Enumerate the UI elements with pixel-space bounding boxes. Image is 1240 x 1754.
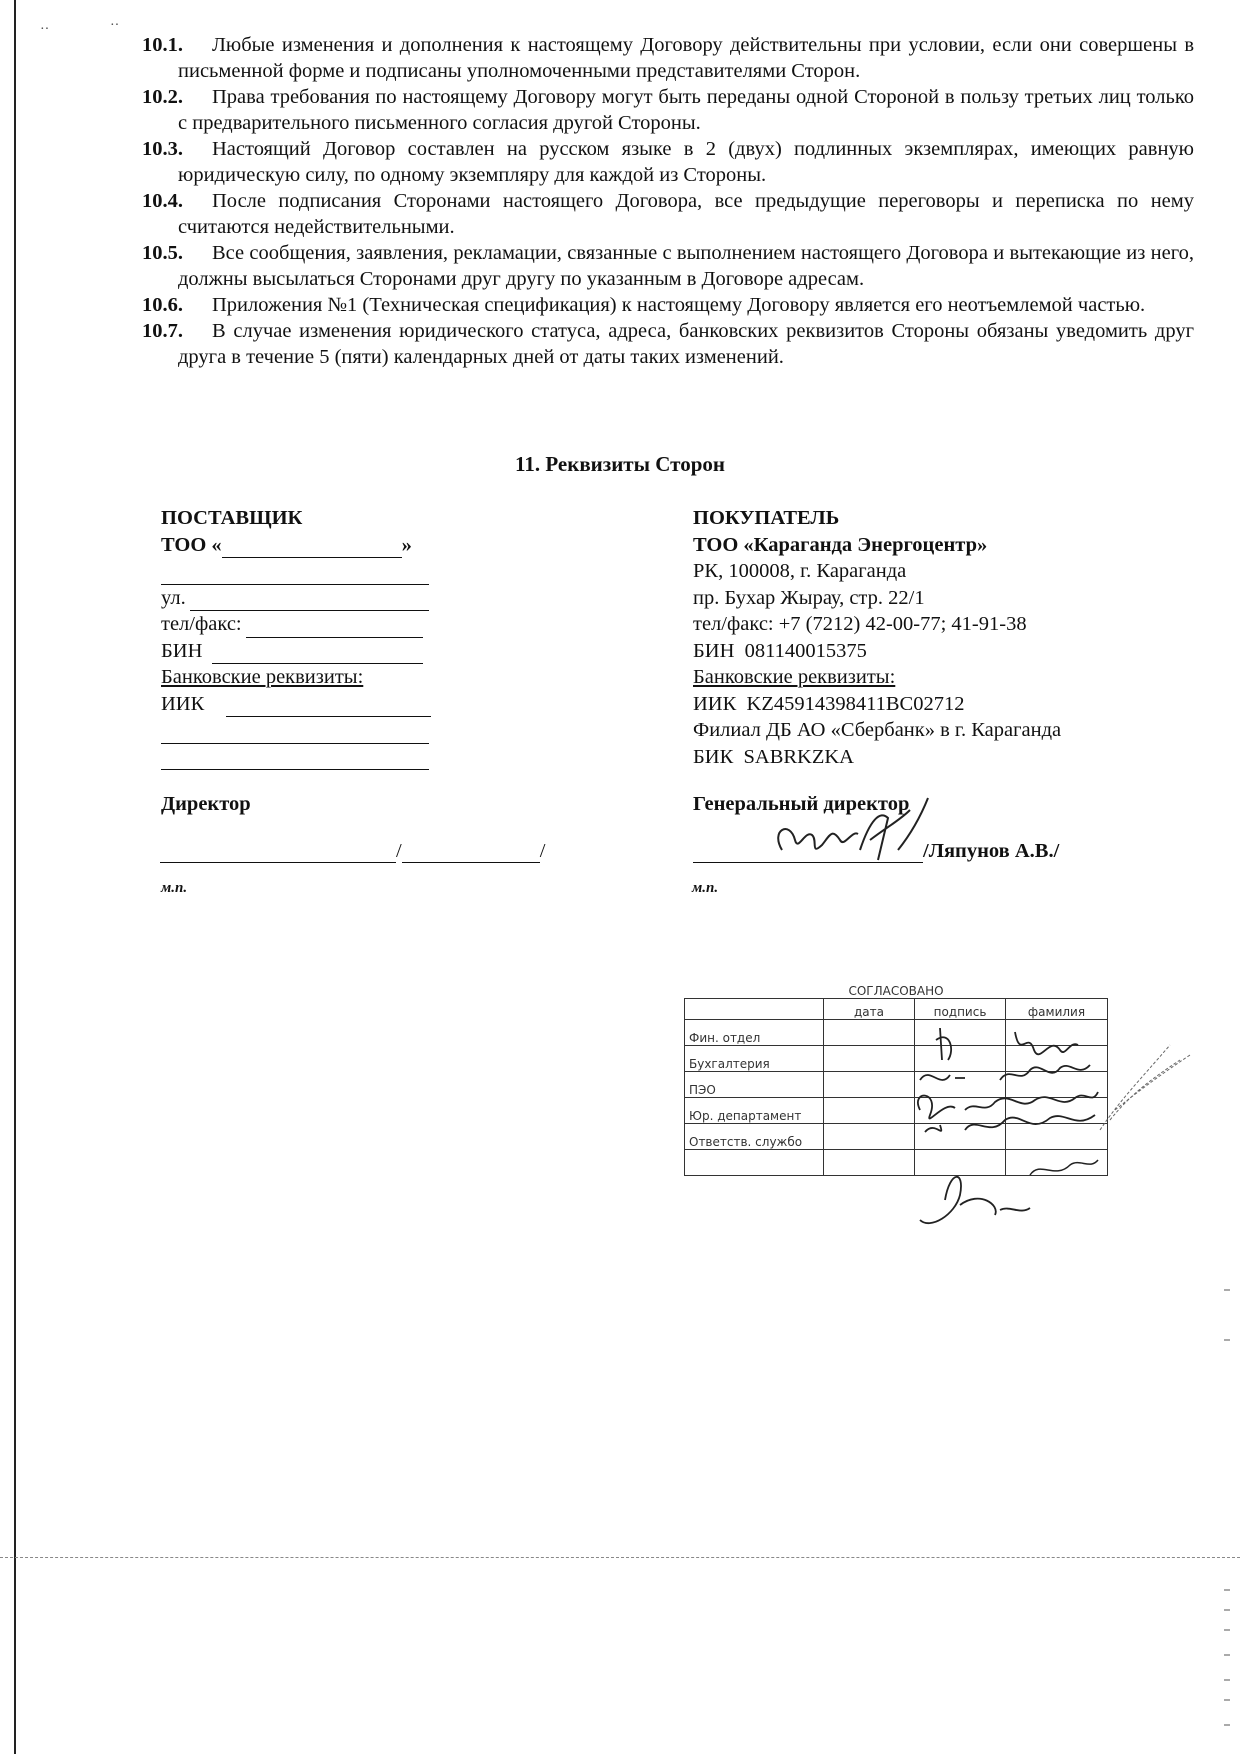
approval-blank-header: [685, 999, 824, 1020]
clause-text: Права требования по настоящему Договору могут быть переданы одной Стороной в пользу третьих лиц только с предварительного письменного согласия другой Стороны.: [178, 86, 1194, 134]
blank-field[interactable]: [161, 749, 429, 770]
blank-line: [161, 744, 429, 771]
approval-col-date: дата: [824, 999, 915, 1020]
buyer-director-label: Генеральный директор: [693, 793, 910, 815]
street-field[interactable]: [190, 590, 429, 611]
approval-row-label: [685, 1150, 824, 1176]
supplier-signature-line: [160, 840, 545, 863]
street-line: [161, 585, 429, 612]
bin-label: БИН: [161, 639, 203, 662]
street-label: ул.: [161, 586, 186, 609]
clause: [142, 136, 1194, 188]
buyer-bank-name: Филиал ДБ АО «Сбербанк» в г. Караганда: [693, 719, 1062, 741]
clause-text: Все сообщения, заявления, рекламации, связанные с выполнением настоящего Договора и вытекающие из него, должны высылаться Сторонами друг другу по указанным в Договоре адресам.: [178, 242, 1194, 290]
company-prefix: ТОО «: [161, 533, 222, 556]
approval-col-signature: подпись: [915, 999, 1006, 1020]
bin-field[interactable]: [212, 643, 423, 664]
sig-slash: /: [539, 840, 546, 862]
approval-row-label: Бухгалтерия: [685, 1046, 824, 1072]
blank-field[interactable]: [161, 564, 429, 585]
buyer-stamp-place: м.п.: [692, 880, 719, 896]
approval-row-label: Юр. департамент: [685, 1098, 824, 1124]
company-name-blank[interactable]: [222, 537, 402, 558]
clause-text: Любые изменения и дополнения к настоящему Договору действительны при условии, если они совершены в письменной форме и подписаны уполномоченными представителями Сторон.: [178, 34, 1194, 82]
blank-line: [161, 558, 429, 585]
buyer-role: ПОКУПАТЕЛЬ: [693, 507, 840, 529]
iik-line: [161, 691, 431, 718]
buyer-address-2: пр. Бухар Жырау, стр. 22/1: [693, 586, 925, 609]
buyer-company: ТОО «Караганда Энергоцентр»: [693, 533, 988, 556]
supplier-stamp-place: м.п.: [161, 880, 188, 896]
clause-number: 10.6.: [142, 294, 183, 316]
scan-margin-marks: [1222, 1280, 1236, 1750]
sig-slash: /: [396, 840, 402, 862]
clause: [142, 240, 1194, 292]
supplier-company-line: [161, 532, 521, 559]
clause-text: Приложения №1 (Техническая спецификация) к настоящему Договору является его неотъемлемой частью.: [212, 294, 1146, 316]
clause-text: После подписания Сторонами настоящего Договора, все предыдущие переговоры и переписка по нему считаются недействительными.: [178, 190, 1194, 238]
buyer-iik: ИИК KZ45914398411BC02712: [693, 692, 965, 715]
phone-label: тел/факс:: [161, 613, 242, 635]
clause-text: В случае изменения юридического статуса, адреса, банковских реквизитов Стороны обязаны уведомить друг друга в течение 5 (пяти) календарных дней от даты таких изменений.: [178, 320, 1194, 368]
clause-number: 10.4.: [142, 190, 183, 212]
scan-dots: ··: [40, 22, 50, 37]
clause-number: 10.7.: [142, 320, 183, 342]
buyer-bik: БИК SABRKZKA: [693, 745, 854, 768]
iik-field[interactable]: [226, 696, 431, 717]
company-suffix: »: [401, 533, 412, 556]
approval-title: СОГЛАСОВАНО: [685, 978, 1108, 999]
clause: [142, 292, 1194, 318]
clause-number: 10.5.: [142, 242, 183, 264]
clause: [142, 318, 1194, 370]
bin-line: [161, 638, 423, 665]
clause: [142, 84, 1194, 136]
supplier-director-label: Директор: [161, 793, 251, 815]
phone-field[interactable]: [246, 617, 423, 638]
approval-row-label: Ответств. службо: [685, 1124, 824, 1150]
supplier-signature-field[interactable]: [160, 842, 396, 863]
supplier-role: ПОСТАВЩИК: [161, 507, 303, 529]
buyer-bin: БИН 081140015375: [693, 639, 867, 662]
blank-line: [161, 717, 429, 744]
clauses-list: [142, 32, 1194, 370]
scan-edge-line: [14, 0, 16, 1754]
clause-number: 10.3.: [142, 138, 183, 160]
scan-dots: ··: [110, 18, 120, 33]
blank-field[interactable]: [161, 723, 429, 744]
clause: [142, 188, 1194, 240]
buyer-signatory: /Ляпунов А.В./: [923, 840, 1060, 862]
approval-signatures-icon: [900, 1020, 1200, 1250]
buyer-phone: тел/факс: +7 (7212) 42-00-77; 41-91-38: [693, 613, 1027, 635]
buyer-bank-label: Банковские реквизиты:: [693, 666, 896, 688]
clause-number: 10.2.: [142, 86, 183, 108]
phone-line: [161, 611, 423, 638]
supplier-name-field[interactable]: [402, 842, 540, 863]
buyer-details: [693, 505, 1173, 770]
buyer-address-1: РК, 100008, г. Караганда: [693, 560, 907, 582]
director-signature-icon: [760, 790, 940, 870]
clause-number: 10.1.: [142, 34, 183, 56]
iik-label: ИИК: [161, 692, 205, 715]
clause: [142, 32, 1194, 84]
section-title: 11. Реквизиты Сторон: [515, 452, 725, 476]
approval-row-label: ПЭО: [685, 1072, 824, 1098]
clause-text: Настоящий Договор составлен на русском языке в 2 (двух) подлинных экземплярах, имеющих равную юридическую силу, по одному экземпляру для каждой из Стороны.: [178, 138, 1194, 186]
approval-col-surname: фамилия: [1006, 999, 1108, 1020]
scan-fold-line: [0, 1557, 1240, 1558]
approval-row-label: Фин. отдел: [685, 1020, 824, 1046]
bank-label: Банковские реквизиты:: [161, 666, 364, 688]
supplier-details: [161, 505, 521, 770]
